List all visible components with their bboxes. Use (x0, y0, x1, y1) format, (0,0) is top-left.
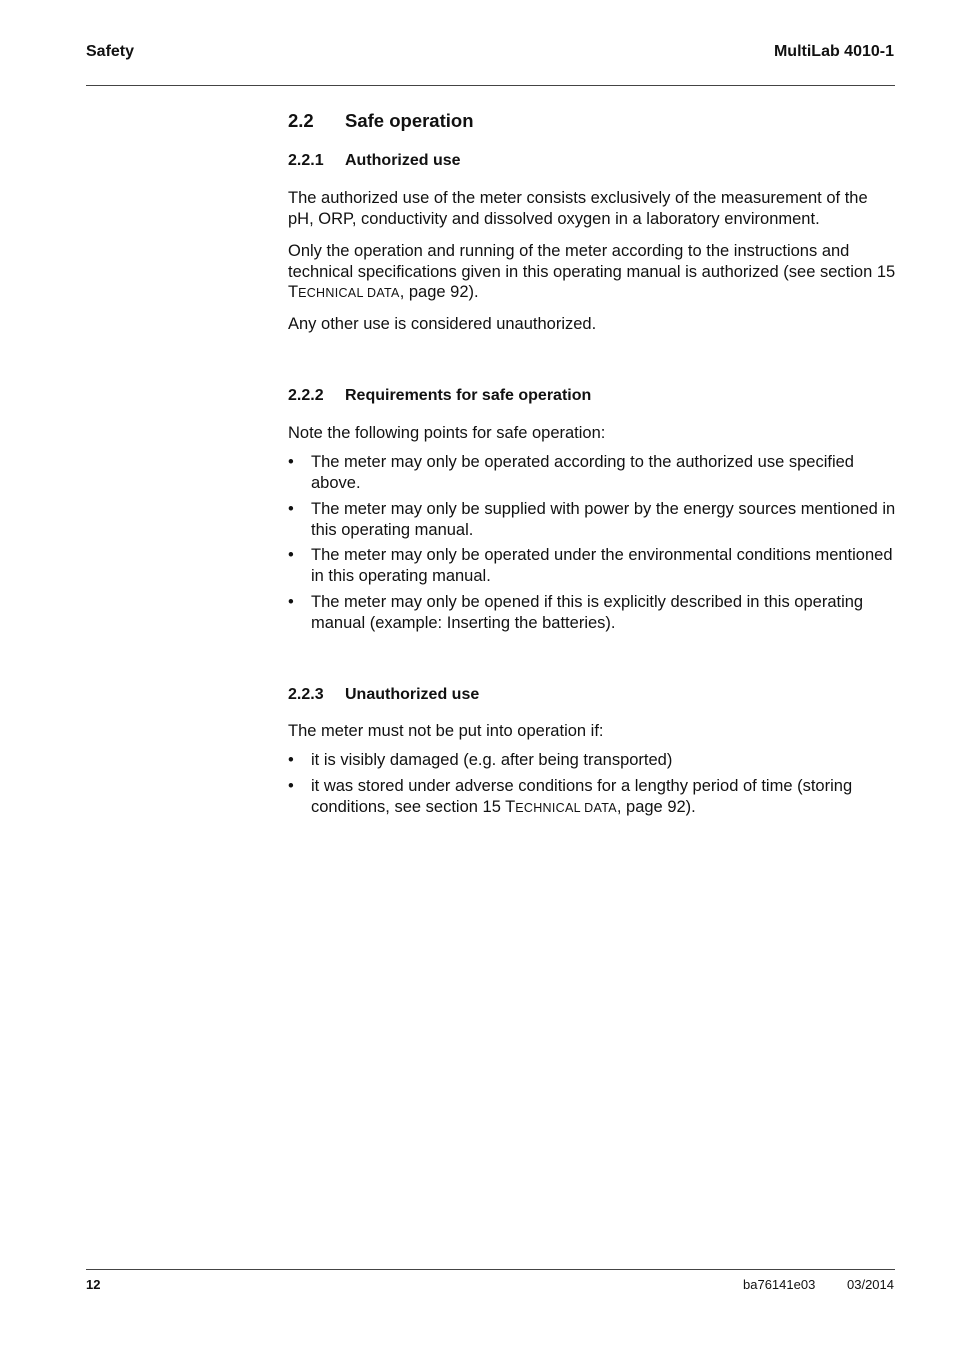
subsection-heading-authorized-use (288, 152, 461, 170)
list-item (288, 776, 896, 818)
bullet-icon: • (288, 453, 294, 471)
bullet-icon: • (288, 751, 294, 769)
paragraph-operation-authorized (288, 241, 896, 304)
page-number: 12 (86, 1277, 101, 1292)
subsection-heading-unauthorized-use (288, 686, 479, 704)
subsection-heading-requirements (288, 387, 591, 405)
header-product-name: MultiLab 4010-1 (773, 43, 894, 60)
bullet-icon: • (288, 546, 294, 564)
subsection-number: 2.2.3 (288, 686, 324, 703)
text: Only the operation and running of the meter according to the instructions and technical specifications given in this operating manual is authorized (see section 15 T (288, 242, 896, 301)
list-item-text: The meter may only be operated under the environmental conditions mentioned in this operating manual. (311, 546, 893, 585)
list-item-text: The meter may only be opened if this is explicitly described in this operating manual (example: Inserting the batteries). (311, 593, 864, 632)
footer-rule (86, 1269, 895, 1270)
document-date: 03/2014 (847, 1277, 894, 1292)
paragraph-authorized-use: The authorized use of the meter consists exclusively of the measurement of the pH, ORP, conductivity and dissolved oxygen in a laboratory environment. (288, 189, 868, 228)
subsection-title: Requirements for safe operation (345, 387, 592, 404)
list-item (288, 499, 896, 540)
bullet-icon: • (288, 777, 294, 795)
technical-data-ref: ECHNICAL DATA (515, 800, 617, 815)
list-item (288, 750, 896, 771)
text: , page 92). (399, 283, 479, 301)
list-item (288, 452, 896, 493)
subsection-number: 2.2.2 (288, 387, 324, 404)
header-rule (86, 85, 895, 86)
text: , page 92). (616, 797, 696, 816)
list-item (288, 545, 896, 586)
list-item-text (311, 776, 896, 818)
header-section-title: Safety (86, 43, 135, 60)
technical-data-ref: ECHNICAL DATA (298, 286, 400, 300)
list-item-text: The meter may only be supplied with power by the energy sources mentioned in this operating manual. (311, 500, 896, 539)
list-item-text: it is visibly damaged (e.g. after being transported) (311, 751, 673, 769)
subsection-title: Unauthorized use (345, 686, 480, 703)
section-heading (288, 110, 474, 132)
paragraph-note-points: Note the following points for safe operation: (288, 424, 606, 442)
paragraph-other-use: Any other use is considered unauthorized. (288, 315, 597, 333)
section-number: 2.2 (288, 110, 314, 131)
document-id: ba76141e03 (743, 1277, 816, 1292)
text: it was stored under adverse conditions for a lengthy period of time (storing conditions, see section 15 T (311, 777, 853, 816)
list-item (288, 592, 896, 633)
bullet-icon: • (288, 593, 294, 611)
bullet-icon: • (288, 500, 294, 518)
section-title: Safe operation (345, 110, 474, 131)
list-item-text: The meter may only be operated according to the authorized use specified above. (311, 453, 854, 492)
subsection-title: Authorized use (345, 152, 461, 169)
paragraph-not-put-into-operation: The meter must not be put into operation if: (288, 722, 604, 740)
subsection-number: 2.2.1 (288, 152, 324, 169)
